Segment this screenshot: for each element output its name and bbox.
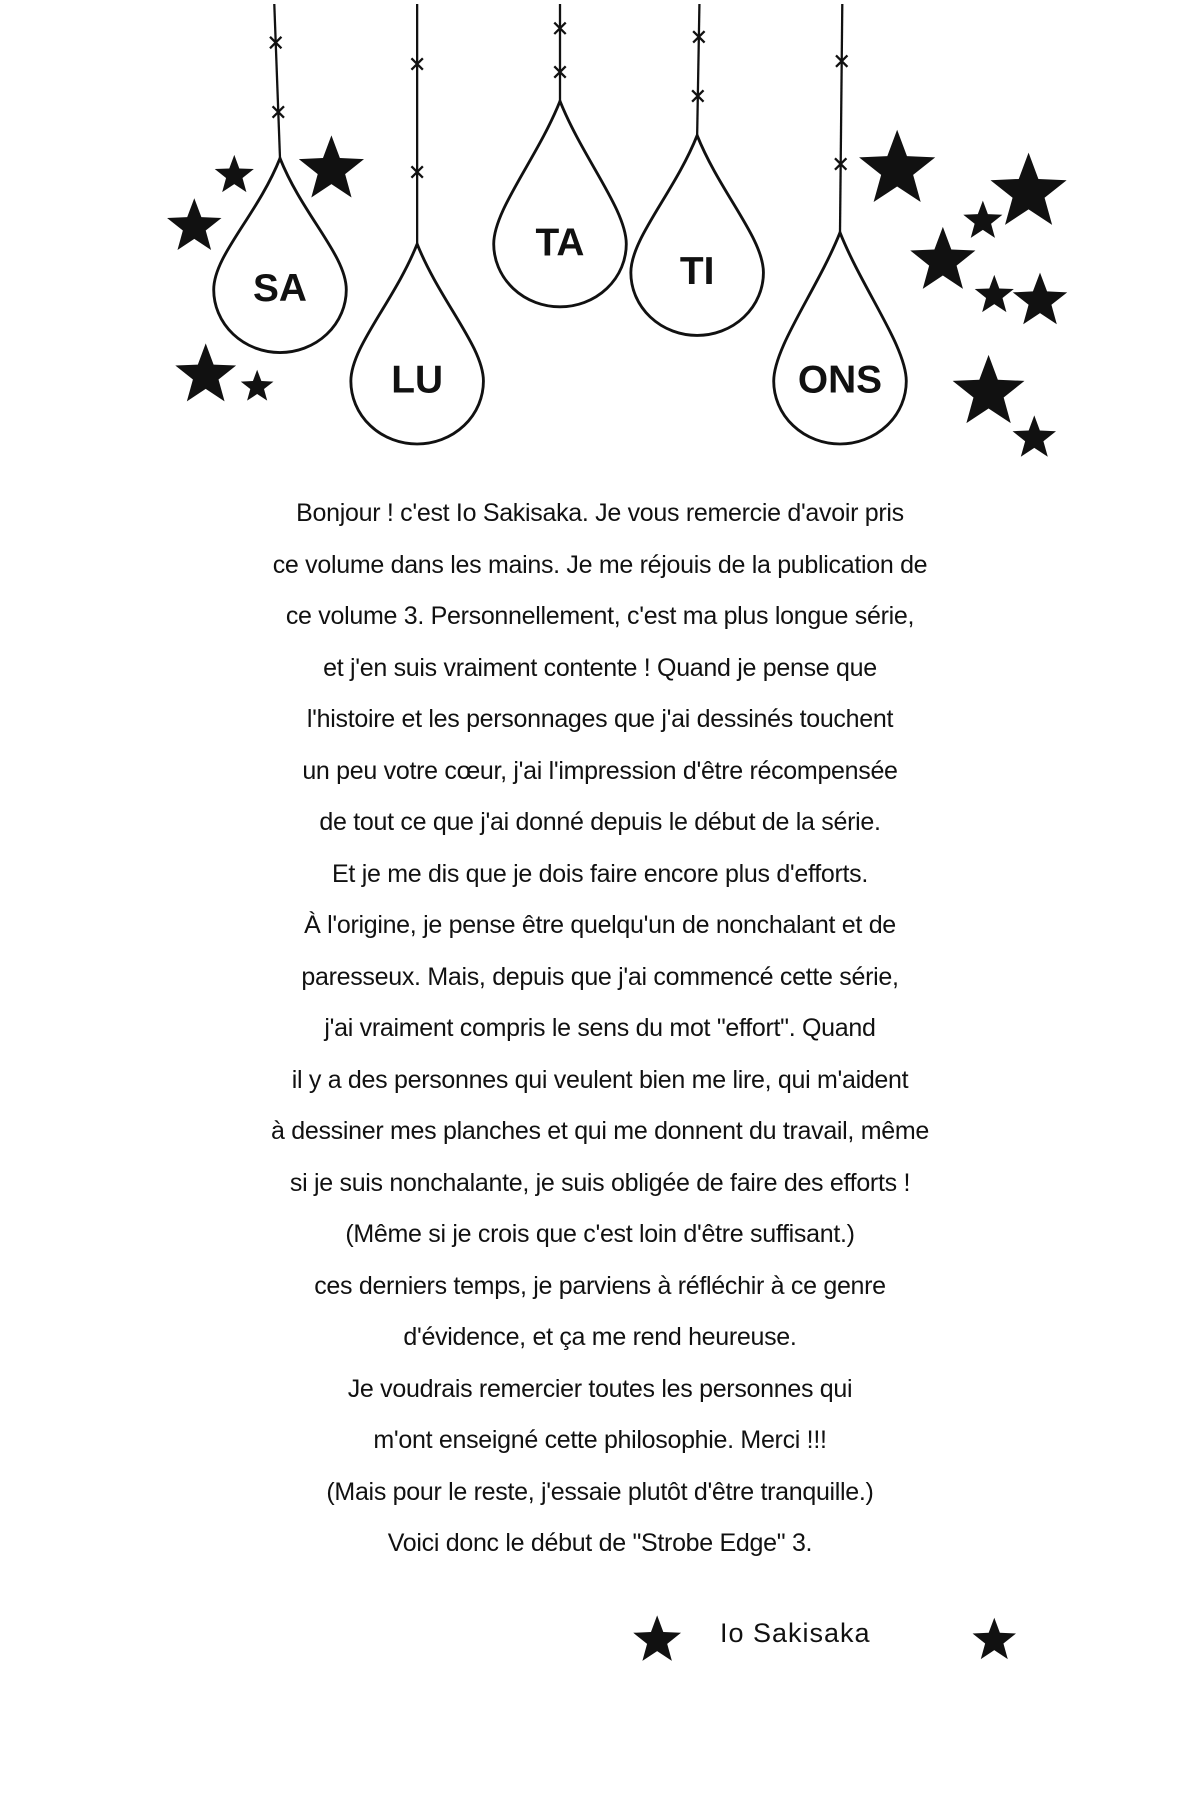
letter-line: Voici donc le début de "Strobe Edge" 3. bbox=[387, 1529, 813, 1557]
teardrop-outline bbox=[351, 244, 484, 444]
letter-line: à dessiner mes planches et qui me donnent du travail, même bbox=[271, 1117, 929, 1145]
star-icon bbox=[215, 155, 254, 192]
letter-line: de tout ce que j'ai donné depuis le début de la série. bbox=[319, 808, 881, 836]
teardrop-outline bbox=[774, 233, 907, 444]
star-icon bbox=[975, 275, 1014, 312]
teardrop-outline bbox=[494, 101, 627, 307]
star-icon bbox=[633, 1615, 681, 1660]
drop-string bbox=[274, 4, 280, 158]
letter-line: m'ont enseigné cette philosophie. Merci !!! bbox=[373, 1426, 827, 1454]
letter-line: si je suis nonchalante, je suis obligée de faire des efforts ! bbox=[289, 1168, 911, 1197]
letter-line: (Mais pour le reste, j'essaie plutôt d'être tranquille.) bbox=[326, 1477, 874, 1506]
hanging-drop bbox=[494, 4, 627, 307]
signature: Io Sakisaka bbox=[720, 1618, 871, 1648]
drop-string bbox=[697, 4, 699, 135]
drop-title-letters: SA bbox=[253, 267, 307, 311]
letter-line: d'évidence, et ça me rend heureuse. bbox=[403, 1323, 797, 1351]
letter-line: il y a des personnes qui veulent bien me lire, qui m'aident bbox=[291, 1065, 909, 1094]
teardrop-outline bbox=[631, 135, 764, 335]
star-icon bbox=[241, 370, 274, 401]
drop-title-letters: LU bbox=[391, 358, 444, 402]
letter-line: ce volume 3. Personnellement, c'est ma plus longue série, bbox=[285, 602, 915, 630]
letter-line: ces derniers temps, je parviens à réfléchir à ce genre bbox=[314, 1271, 886, 1300]
letter-line: j'ai vraiment compris le sens du mot "effort". Quand bbox=[324, 1014, 876, 1042]
letter-line: un peu votre cœur, j'ai l'impression d'être récompensée bbox=[302, 756, 898, 785]
star-icon bbox=[1013, 273, 1067, 325]
drop-title-letters: TA bbox=[535, 221, 585, 265]
letter-body bbox=[150, 488, 1050, 1570]
drop-title-letters: ONS bbox=[797, 358, 883, 402]
hanging-drop bbox=[774, 4, 907, 444]
star-icon bbox=[973, 1618, 1016, 1659]
star-icon bbox=[1013, 415, 1056, 456]
letter-line: paresseux. Mais, depuis que j'ai commencé cette série, bbox=[301, 962, 899, 991]
letter-line: Et je me dis que je dois faire encore plus d'efforts. bbox=[332, 859, 868, 888]
hanging-drop bbox=[631, 4, 764, 335]
letter-line: ce volume dans les mains. Je me réjouis de la publication de bbox=[272, 550, 928, 579]
star-icon bbox=[953, 355, 1025, 423]
letter-line: (Même si je crois que c'est loin d'être suffisant.) bbox=[345, 1220, 855, 1248]
drop-title-letters: TI bbox=[679, 249, 715, 293]
star-icon bbox=[859, 130, 935, 202]
star-icon bbox=[910, 227, 975, 289]
letter-line: l'histoire et les personnages que j'ai dessinés touchent bbox=[306, 705, 894, 733]
drop-string bbox=[840, 4, 842, 233]
letter-line: Je voudrais remercier toutes les personnes qui bbox=[347, 1374, 853, 1403]
letter-line: Bonjour ! c'est Io Sakisaka. Je vous remercie d'avoir pris bbox=[296, 499, 904, 527]
star-icon bbox=[175, 343, 236, 401]
star-icon bbox=[963, 201, 1002, 238]
star-icon bbox=[991, 153, 1067, 225]
letter-line: À l'origine, je pense être quelqu'un de nonchalant et de bbox=[304, 911, 896, 939]
letter-line: et j'en suis vraiment contente ! Quand je pense que bbox=[323, 653, 877, 682]
hanging-drop bbox=[351, 4, 484, 444]
star-icon bbox=[167, 198, 221, 250]
star-icon bbox=[299, 135, 364, 197]
